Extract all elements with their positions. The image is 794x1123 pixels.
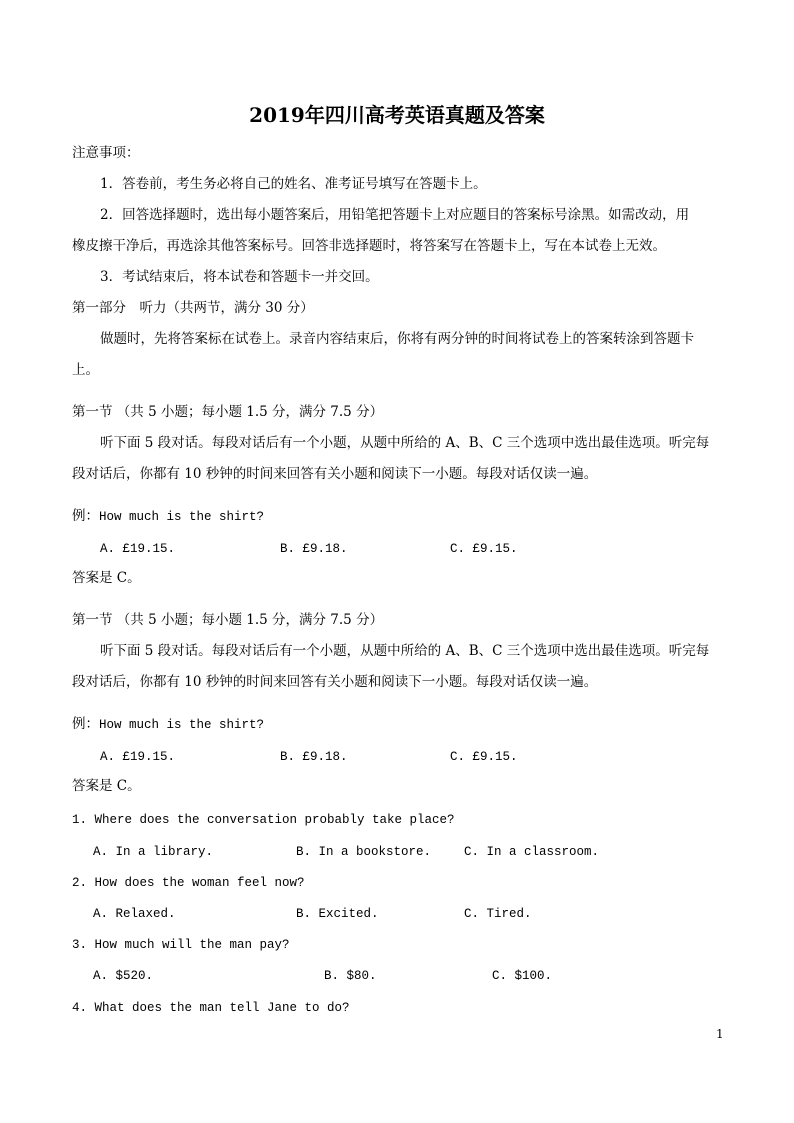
- section-b-option-c: C. £9.15.: [450, 750, 518, 764]
- section-a-option-c: C. £9.15.: [450, 542, 518, 556]
- question-2-option-c: C. Tired.: [464, 907, 532, 921]
- section-a-instructions-line-2: 段对话后，你都有 10 秒钟的时间来回答有关小题和阅读下一小题。每段对话仅读一遍。: [72, 466, 598, 482]
- example-label: 例：: [72, 716, 99, 732]
- example-question: How much is the shirt?: [99, 718, 265, 732]
- question-3: 3. How much will the man pay?: [72, 938, 290, 952]
- question-1: 1. Where does the conversation probably take place?: [72, 813, 455, 827]
- notice-heading: 注意事项：: [72, 145, 140, 161]
- question-2: 2. How does the woman feel now?: [72, 876, 305, 890]
- section-a-example: [72, 506, 264, 527]
- section-a-option-a: A. £19.15.: [100, 542, 176, 556]
- exam-title: 2019年四川高考英语真题及答案: [249, 103, 545, 127]
- section-a-answer: 答案是 C。: [72, 570, 141, 586]
- part1-instructions-line-2: 上。: [72, 362, 99, 378]
- page-number: 1: [716, 1027, 724, 1041]
- question-3-option-b: B. $80.: [324, 969, 377, 983]
- question-2-option-a: A. Relaxed.: [93, 907, 176, 921]
- question-3-option-c: C. $100.: [492, 969, 553, 983]
- section-b-option-b: B. £9.18.: [280, 750, 348, 764]
- section-b-example: [72, 714, 264, 735]
- section-b-answer: 答案是 C。: [72, 778, 141, 794]
- part1-heading: 第一部分 听力（共两节，满分 30 分）: [72, 300, 314, 316]
- section-a-heading: 第一节 （共 5 小题；每小题 1.5 分，满分 7.5 分）: [72, 404, 384, 420]
- part1-instructions-line-1: 做题时，先将答案标在试卷上。录音内容结束后，你将有两分钟的时间将试卷上的答案转涂到答题卡: [100, 331, 694, 347]
- section-b-instructions-line-1: 听下面 5 段对话。每段对话后有一个小题，从题中所给的 A、B、C 三个选项中选出最佳选项。听完每: [100, 643, 710, 659]
- section-b-option-a: A. £19.15.: [100, 750, 176, 764]
- question-1-option-b: B. In a bookstore.: [296, 845, 432, 859]
- notice-item-2-line-1: 2．回答选择题时，选出每小题答案后，用铅笔把答题卡上对应题目的答案标号涂黑。如需改动，用: [100, 207, 690, 223]
- notice-item-2-line-2: 橡皮擦干净后，再选涂其他答案标号。回答非选择题时，将答案写在答题卡上，写在本试卷上无效。: [72, 238, 666, 254]
- section-a-instructions-line-1: 听下面 5 段对话。每段对话后有一个小题，从题中所给的 A、B、C 三个选项中选出最佳选项。听完每: [100, 435, 710, 451]
- notice-item-3: 3．考试结束后，将本试卷和答题卡一并交回。: [100, 269, 379, 285]
- section-b-heading: 第一节 （共 5 小题；每小题 1.5 分，满分 7.5 分）: [72, 612, 384, 628]
- example-question: How much is the shirt?: [99, 510, 265, 524]
- section-b-instructions-line-2: 段对话后，你都有 10 秒钟的时间来回答有关小题和阅读下一小题。每段对话仅读一遍。: [72, 674, 598, 690]
- question-1-option-c: C. In a classroom.: [464, 845, 600, 859]
- question-2-option-b: B. Excited.: [296, 907, 379, 921]
- example-label: 例：: [72, 508, 99, 524]
- question-1-option-a: A. In a library.: [93, 845, 214, 859]
- notice-item-1: 1．答卷前，考生务必将自己的姓名、准考证号填写在答题卡上。: [100, 176, 487, 192]
- question-4: 4. What does the man tell Jane to do?: [72, 1001, 350, 1015]
- question-3-option-a: A. $520.: [93, 969, 154, 983]
- section-a-option-b: B. £9.18.: [280, 542, 348, 556]
